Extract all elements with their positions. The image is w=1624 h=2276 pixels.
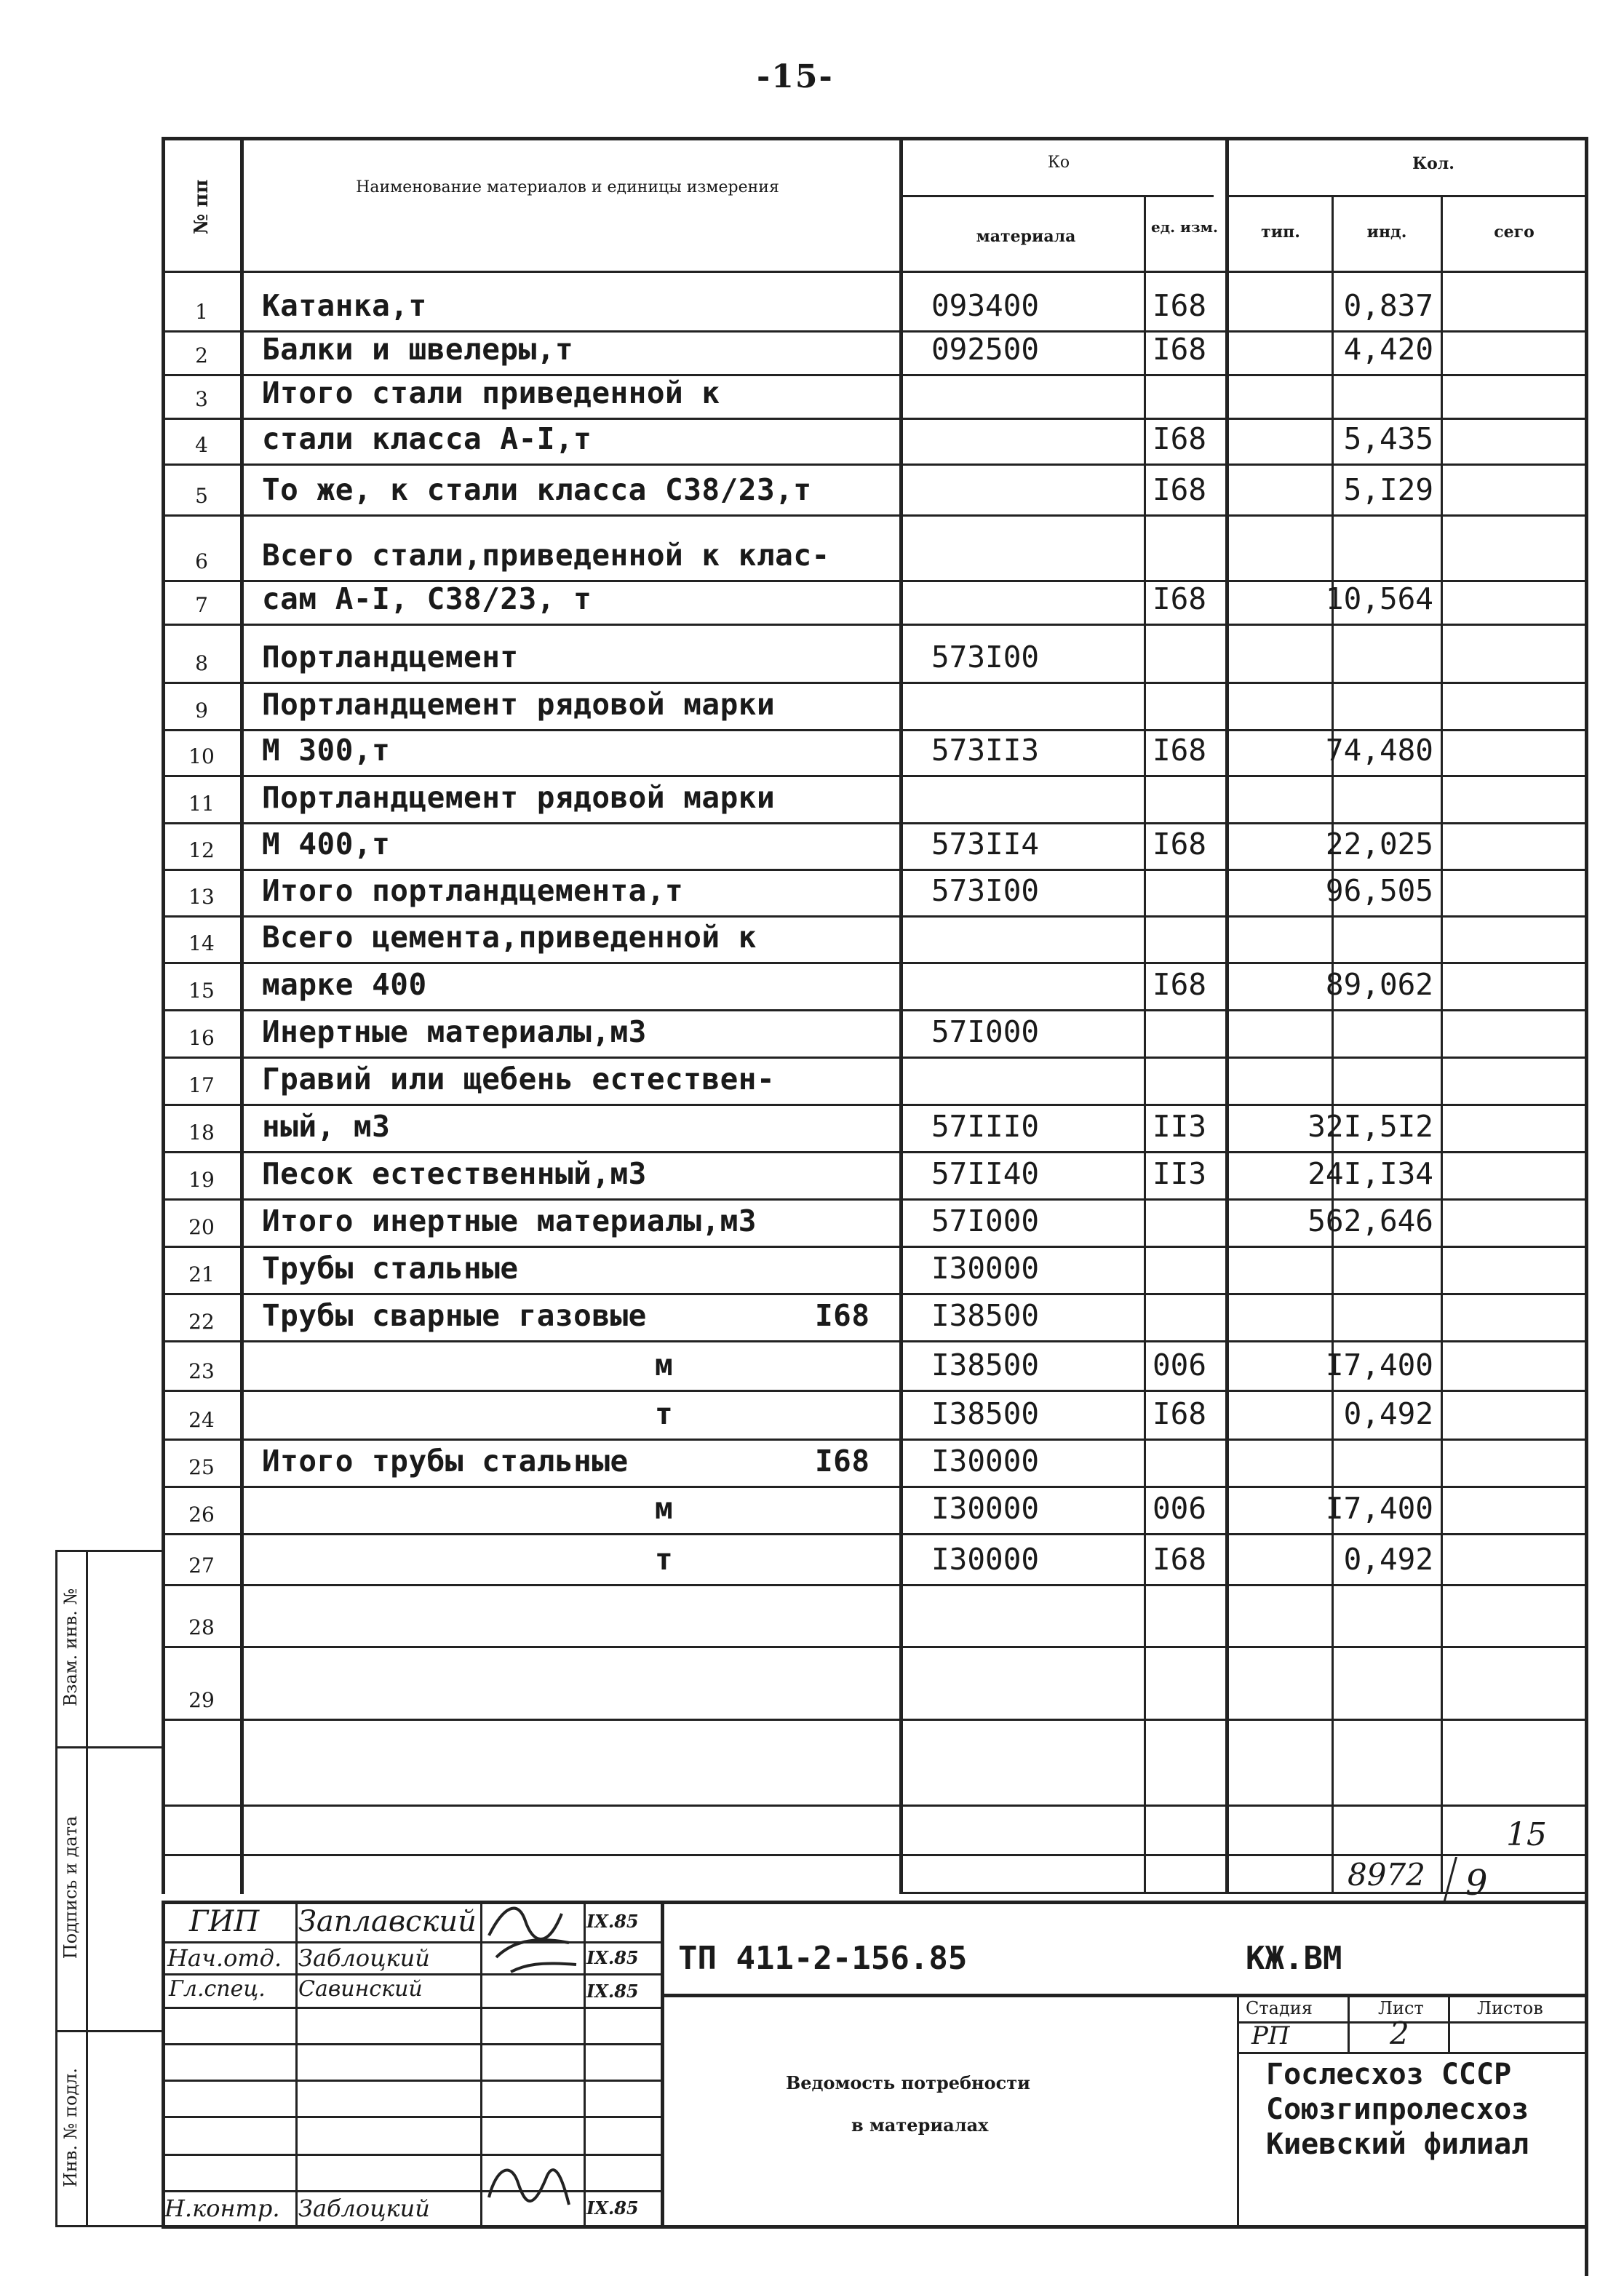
row-code: I38500	[931, 1298, 1040, 1333]
row-code: 573I00	[931, 873, 1040, 908]
table-row-line	[162, 1151, 1586, 1153]
row-unit: I68	[1153, 967, 1207, 1002]
row-code: 093400	[931, 288, 1040, 323]
tb-role-glspec: Гл.спец.	[169, 1976, 266, 2002]
tb-role-nach: Нач.отд.	[167, 1944, 282, 1972]
side-strip-line	[55, 1550, 162, 1552]
row-qty: 4,420	[1343, 332, 1433, 367]
row-code: 57II40	[931, 1156, 1040, 1191]
row-qty: I7,400	[1325, 1348, 1433, 1382]
row-qty: 24I,I34	[1307, 1156, 1433, 1191]
tb-col-main	[661, 1901, 664, 2225]
row-number: 18	[188, 1121, 215, 1145]
tb-col-date	[584, 1901, 586, 2225]
code-header-divider	[899, 195, 1214, 197]
tb-sheet-value: 2	[1390, 2016, 1409, 2051]
row-code: 092500	[931, 332, 1040, 367]
row-qty: I7,400	[1325, 1491, 1433, 1526]
signature-mark	[482, 1892, 584, 1986]
row-unit: I68	[1153, 1542, 1207, 1577]
row-name-code: I68	[815, 1298, 870, 1333]
title-block-bottom	[162, 2225, 1586, 2229]
tb-org-3: Киевский филиал	[1266, 2128, 1529, 2161]
side-strip-line	[55, 2030, 162, 2032]
row-name: Гравий или щебень естествен-	[262, 1062, 776, 1097]
empty-row-line	[162, 1805, 1586, 1807]
row-name: Катанка,т	[262, 288, 427, 323]
row-number: 2	[195, 343, 208, 367]
row-number: 27	[188, 1553, 215, 1577]
tb-date-nach: IX.85	[586, 1947, 639, 1968]
row-sub-unit: т	[655, 1396, 673, 1431]
row-name: Портландцемент рядовой марки	[262, 687, 776, 722]
tb-row	[162, 1941, 661, 1943]
row-unit: II3	[1153, 1109, 1207, 1144]
side-label-podpis: Подпись и дата	[60, 1815, 81, 1959]
row-name: М 400,т	[262, 827, 391, 862]
header-name: Наименование материалов и единицы измерения	[356, 178, 779, 196]
title-block-left	[162, 1901, 165, 2225]
tb-doc-title-2: в материалах	[851, 2114, 989, 2136]
row-number: 22	[188, 1310, 215, 1334]
header-code: Ко	[1047, 154, 1070, 172]
row-number: 25	[188, 1455, 215, 1479]
tb-stage-label: Стадия	[1246, 1998, 1313, 2018]
row-name: Итого трубы стальные	[262, 1444, 629, 1479]
row-code: 573II3	[931, 733, 1040, 768]
row-name: Песок естественный,м3	[262, 1156, 647, 1191]
row-number: 28	[188, 1615, 215, 1639]
row-number: 1	[195, 300, 208, 324]
row-name: ный, м3	[262, 1109, 391, 1144]
row-qty: 96,505	[1325, 873, 1433, 908]
row-code: 57I000	[931, 1014, 1040, 1049]
table-row-line	[162, 1104, 1586, 1106]
footer-ref-sheet: 9	[1465, 1863, 1488, 1903]
row-code: I30000	[931, 1444, 1040, 1479]
row-number: 29	[188, 1688, 215, 1712]
row-qty: 22,025	[1325, 827, 1433, 862]
row-unit: 006	[1153, 1491, 1207, 1526]
footer-ref-page: 15	[1506, 1816, 1547, 1853]
row-number: 8	[195, 651, 208, 675]
row-qty: 32I,5I2	[1307, 1109, 1433, 1144]
row-number: 13	[188, 885, 215, 909]
tb-row	[162, 2190, 661, 2192]
tb-name-nkontr: Заблоцкий	[298, 2195, 430, 2222]
table-row-line	[162, 1390, 1586, 1392]
row-name: Трубы стальные	[262, 1251, 519, 1286]
tb-date-gip: IX.85	[586, 1911, 639, 1932]
row-name: Итого инертные материалы,м3	[262, 1203, 757, 1238]
header-qty: Кол.	[1412, 154, 1454, 173]
header-no: № пп	[191, 179, 212, 234]
row-number: 12	[188, 838, 215, 862]
row-qty: 0,492	[1343, 1396, 1433, 1431]
row-unit: I68	[1153, 733, 1207, 768]
table-right-border	[1585, 137, 1588, 2276]
col-unit-border	[1225, 137, 1229, 1894]
row-qty: 5,I29	[1343, 472, 1433, 507]
row-unit: I68	[1153, 827, 1207, 862]
row-qty: 5,435	[1343, 421, 1433, 456]
table-row-line	[162, 1486, 1586, 1488]
table-row-line	[162, 1533, 1586, 1535]
header-unit: ед. изм.	[1151, 218, 1218, 236]
row-code: I38500	[931, 1348, 1040, 1382]
tb-project: ТП 411-2-156.85	[678, 1940, 968, 1977]
col-code-border	[1144, 195, 1146, 1894]
row-number: 23	[188, 1359, 215, 1383]
row-code: 57III0	[931, 1109, 1040, 1144]
table-row-line	[162, 682, 1586, 684]
table-row-line	[162, 1719, 1586, 1721]
row-unit: I68	[1153, 332, 1207, 367]
footer-ref-slash	[1444, 1857, 1457, 1901]
side-strip-outer	[55, 1550, 57, 2225]
row-code: 57I000	[931, 1203, 1040, 1238]
row-code: I30000	[931, 1491, 1040, 1526]
row-code: 573I00	[931, 640, 1040, 675]
row-number: 21	[188, 1262, 215, 1286]
row-name: Трубы сварные газовые	[262, 1298, 647, 1333]
row-number: 15	[188, 979, 215, 1003]
header-qty-ind: инд.	[1366, 223, 1407, 242]
row-name: Итого портландцемента,т	[262, 873, 684, 908]
tb-row	[162, 2080, 661, 2082]
table-row-line	[162, 729, 1586, 731]
row-unit: I68	[1153, 581, 1207, 616]
tb-sheet-label: Лист	[1378, 1998, 1424, 2018]
row-qty: 562,646	[1307, 1203, 1433, 1238]
tb-org-2: Союзгипролесхоз	[1266, 2093, 1529, 2126]
tb-org-1: Гослесхоз СССР	[1266, 2058, 1512, 2091]
tb-date-glspec: IX.85	[586, 1981, 639, 2002]
row-qty: 89,062	[1325, 967, 1433, 1002]
row-name: Балки и швелеры,т	[262, 332, 574, 367]
table-row-line	[162, 1057, 1586, 1059]
row-sub-unit: т	[655, 1542, 673, 1577]
row-name: Портландцемент рядовой марки	[262, 780, 776, 815]
row-unit: 006	[1153, 1348, 1207, 1382]
signature-mark	[482, 2154, 584, 2224]
side-strip-line	[55, 2225, 162, 2227]
table-row-line	[162, 418, 1586, 420]
row-number: 4	[195, 433, 208, 457]
tb-row	[162, 2043, 661, 2045]
row-sub-unit: м	[655, 1491, 673, 1526]
row-qty: 0,837	[1343, 288, 1433, 323]
table-row-line	[162, 915, 1586, 918]
side-strip-line	[55, 1746, 162, 1748]
row-qty: 74,480	[1325, 733, 1433, 768]
row-number: 6	[195, 549, 208, 573]
header-bottom-border	[162, 271, 1586, 273]
row-unit: I68	[1153, 421, 1207, 456]
tb-mark: КЖ.ВМ	[1246, 1940, 1342, 1977]
row-name: стали класса А-I,т	[262, 421, 592, 456]
col-name-border	[899, 137, 903, 1894]
table-row-line	[162, 1246, 1586, 1248]
side-label-inv-podl: Инв. № подл.	[60, 2067, 81, 2188]
table-row-line	[162, 962, 1586, 964]
tb-row	[162, 2154, 661, 2156]
qty-header-divider	[1225, 195, 1586, 197]
row-number: 20	[188, 1215, 215, 1239]
row-number: 11	[188, 792, 215, 816]
tb-row	[162, 1973, 661, 1975]
row-name: Инертные материалы,м3	[262, 1014, 647, 1049]
title-block-top	[162, 1901, 1586, 1904]
table-row-line	[162, 1340, 1586, 1342]
row-name: М 300,т	[262, 733, 391, 768]
table-row-line	[162, 1198, 1586, 1201]
tb-col-name	[295, 1901, 298, 2225]
tb-date-nkontr: IX.85	[586, 2197, 639, 2219]
row-name-code: I68	[815, 1444, 870, 1479]
table-row-line	[162, 1584, 1586, 1586]
row-number: 3	[195, 387, 208, 411]
table-row-line	[162, 1646, 1586, 1648]
row-number: 24	[188, 1408, 215, 1432]
tb-role-nkontr: Н.контр.	[164, 2195, 280, 2222]
row-name: Всего стали,приведенной к клас-	[262, 538, 830, 573]
table-row-line	[162, 775, 1586, 777]
row-number: 9	[195, 699, 208, 723]
row-qty: 10,564	[1325, 581, 1433, 616]
row-sub-unit: м	[655, 1348, 673, 1382]
empty-row-line	[162, 1854, 1586, 1856]
table-row-line	[162, 869, 1586, 871]
tb-doc-title-1: Ведомость потребности	[786, 2072, 1030, 2093]
row-number: 17	[188, 1073, 215, 1097]
table-row-line	[162, 514, 1586, 517]
tb-row	[162, 2007, 661, 2009]
side-strip-inner	[86, 1550, 88, 2225]
table-row-line	[162, 463, 1586, 466]
row-name: Портландцемент	[262, 640, 519, 675]
row-unit: I68	[1153, 288, 1207, 323]
row-number: 10	[188, 744, 215, 768]
table-top-border	[162, 137, 1586, 140]
row-code: I38500	[931, 1396, 1040, 1431]
header-qty-total: сего	[1494, 223, 1535, 242]
side-label-vzam: Взам. инв. №	[60, 1588, 81, 1707]
row-number: 7	[195, 593, 208, 617]
table-row-line	[162, 1293, 1586, 1295]
row-name: То же, к стали класса С38/23,т	[262, 472, 812, 507]
row-qty: 0,492	[1343, 1542, 1433, 1577]
tb-org-divider	[1237, 2052, 1585, 2054]
tb-main-divider	[661, 1994, 1585, 1997]
row-unit: II3	[1153, 1156, 1207, 1191]
row-code: I30000	[931, 1251, 1040, 1286]
row-unit: I68	[1153, 1396, 1207, 1431]
tb-stage-value: РП	[1251, 2021, 1290, 2050]
row-name: марке 400	[262, 967, 427, 1002]
page-number: -15-	[757, 58, 834, 95]
row-name: Итого стали приведенной к	[262, 375, 720, 410]
tb-name-glspec: Савинский	[298, 1976, 423, 2002]
col-ind-border	[1441, 195, 1443, 1894]
footer-ref-number: 8972	[1348, 1857, 1425, 1893]
table-row-line	[162, 624, 1586, 626]
tb-name-nach: Заблоцкий	[298, 1944, 430, 1972]
tb-name-gip: Заплавский	[298, 1905, 477, 1938]
row-name: Всего цемента,приведенной к	[262, 920, 757, 955]
row-code: I30000	[931, 1542, 1040, 1577]
tb-row	[162, 2116, 661, 2118]
row-number: 14	[188, 931, 215, 955]
table-row-line	[162, 822, 1586, 824]
tb-sheets-label: Листов	[1477, 1998, 1543, 2018]
row-number: 16	[188, 1026, 215, 1050]
table-row-line	[162, 1439, 1586, 1441]
row-name: сам А-I, С38/23, т	[262, 581, 592, 616]
tb-col-org	[1237, 1994, 1239, 2225]
row-unit: I68	[1153, 472, 1207, 507]
row-number: 5	[195, 484, 208, 508]
table-row-line	[162, 1009, 1586, 1011]
tb-role-gip: ГИП	[189, 1905, 260, 1938]
header-qty-typ: тип.	[1261, 223, 1300, 242]
row-number: 19	[188, 1168, 215, 1192]
header-code-material: материала	[976, 227, 1076, 246]
row-number: 26	[188, 1503, 215, 1527]
row-code: 573II4	[931, 827, 1040, 862]
